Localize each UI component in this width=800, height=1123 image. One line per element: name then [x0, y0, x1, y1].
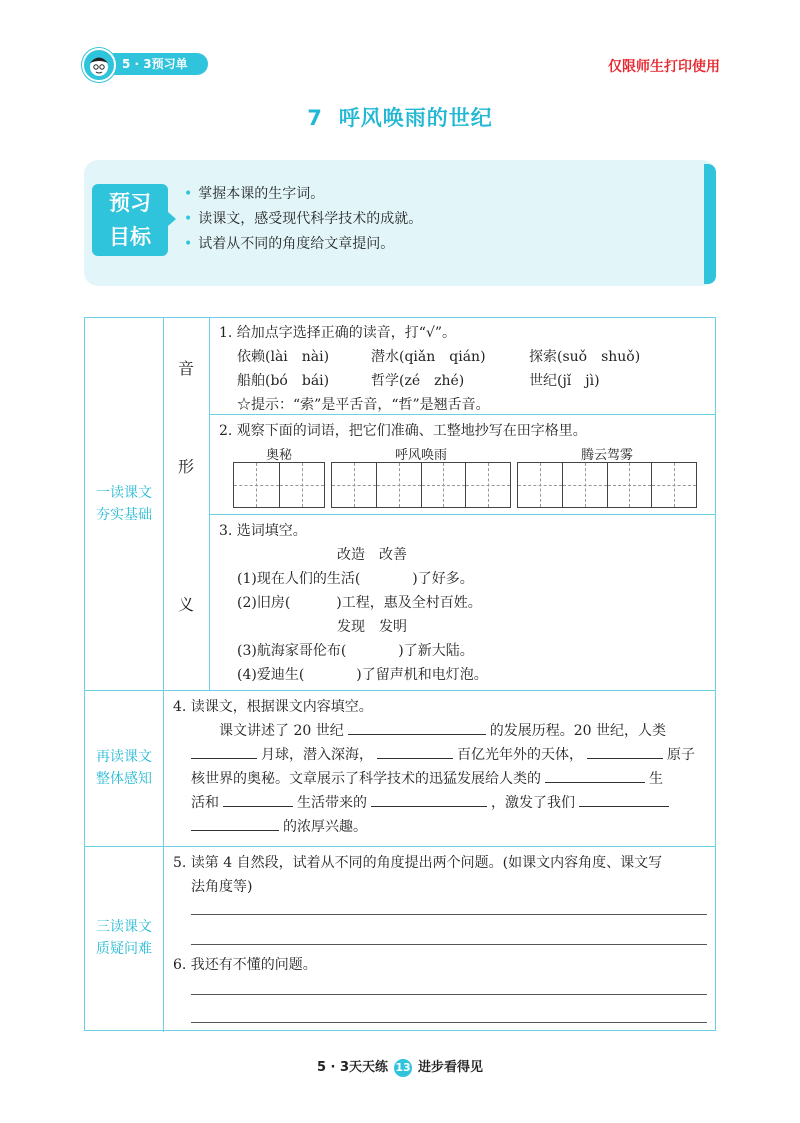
answer-blank[interactable] [371, 793, 487, 807]
q2-word: 呼风唤雨 [394, 448, 447, 463]
answer-blank[interactable] [545, 769, 645, 783]
q1-option[interactable]: 依赖(lài nài) [237, 349, 330, 365]
section-label-line: 整体感知 [96, 771, 152, 787]
objective-item: • 读课文，感受现代科学技术的成就。 [184, 207, 422, 232]
tianzige-grid[interactable] [233, 462, 325, 508]
sentence-part: 生 [649, 771, 663, 787]
sentence-part: 月球，潜入深海， [261, 747, 373, 763]
sentence-part: )工程，惠及全村百姓。 [336, 595, 482, 611]
q4-line [219, 720, 666, 740]
sentence-part: 原子 [667, 747, 695, 763]
answer-blank[interactable] [587, 745, 663, 759]
q1-option[interactable]: 潜水(qiǎn qián) [371, 349, 486, 365]
page-number: 13 [394, 1059, 412, 1077]
objectives-panel [84, 160, 716, 286]
tianzige-grid[interactable] [331, 462, 511, 508]
answer-line[interactable] [191, 1022, 707, 1023]
section-label-second [85, 746, 163, 790]
lesson-number: 7 [307, 106, 323, 130]
footer-left: 5 · 3天天练 [316, 1060, 389, 1075]
sub-label-form: 形 [177, 457, 194, 476]
objectives-label-line2: 目标 [109, 225, 151, 249]
answer-blank[interactable] [579, 793, 669, 807]
q4-line [191, 768, 663, 788]
worksheet-table [84, 317, 716, 1031]
objectives-arrow-icon [168, 212, 176, 226]
header-badge [82, 48, 212, 80]
row-divider [209, 514, 715, 515]
q1-option[interactable]: 探索(suǒ shuǒ) [529, 349, 641, 365]
sentence-part: 百亿光年外的天体， [457, 747, 583, 763]
section-label-line: 夯实基础 [96, 507, 152, 523]
section-label-first [85, 482, 163, 526]
sentence-part: (1)现在人们的生活( [237, 571, 361, 587]
objectives-label [92, 184, 168, 256]
q6-prompt: 6. 我还有不懂的问题。 [173, 957, 317, 973]
section-label-line: 三读课文 [96, 919, 152, 935]
objectives-label-line1: 预习 [109, 191, 151, 215]
mascot-avatar-icon [82, 48, 116, 82]
q1-prompt: 1. 给加点字选择正确的读音，打“√”。 [219, 325, 457, 341]
q4-line [191, 816, 367, 836]
sentence-part: 课文讲述了 20 世纪 [219, 723, 344, 739]
row-divider [85, 846, 715, 847]
answer-blank[interactable] [348, 721, 486, 735]
header-badge-label: 5 · 3预习单 [104, 53, 208, 75]
objectives-accent-bar [704, 164, 716, 284]
sentence-part: 核世界的奥秘。文章展示了科学技术的迅猛发展给人类的 [191, 771, 541, 787]
footer-right: 进步看得见 [418, 1060, 484, 1075]
sentence-part: )了好多。 [412, 571, 474, 587]
q5-prompt-line2: 法角度等) [191, 879, 253, 895]
answer-blank[interactable] [223, 793, 293, 807]
q4-line [191, 792, 669, 812]
row-divider [85, 690, 715, 691]
sentence-part: )了留声机和电灯泡。 [356, 667, 488, 683]
q3-sentence [237, 664, 488, 684]
sentence-part: ，激发了我们 [491, 795, 575, 811]
objectives-list [184, 182, 422, 257]
q4-line [191, 744, 695, 764]
q3-word-pair: 改造 改善 [337, 547, 407, 563]
answer-line[interactable] [191, 944, 707, 945]
section-label-line: 一读课文 [96, 485, 152, 501]
section-label-line: 再读课文 [96, 749, 152, 765]
q3-word-pair: 发现 发明 [337, 619, 407, 635]
sentence-part: (3)航海家哥伦布( [237, 643, 347, 659]
answer-line[interactable] [191, 994, 707, 995]
answer-blank[interactable] [377, 745, 453, 759]
sub-label-sound: 音 [177, 359, 194, 378]
q2-prompt: 2. 观察下面的词语，把它们准确、工整地抄写在田字格里。 [219, 423, 587, 439]
page-title [0, 102, 800, 132]
sentence-part: (2)旧房( [237, 595, 291, 611]
q5-prompt-line1: 5. 读第 4 自然段，试着从不同的角度提出两个问题。(如课文内容角度、课文写 [173, 855, 663, 871]
q3-prompt: 3. 选词填空。 [219, 523, 307, 539]
objective-item: • 掌握本课的生字词。 [184, 182, 422, 207]
row-divider [209, 414, 715, 415]
sentence-part: 活和 [191, 795, 219, 811]
answer-blank[interactable] [191, 817, 279, 831]
page-footer [0, 1056, 800, 1077]
q3-sentence [237, 640, 474, 660]
sentence-part: 的浓厚兴趣。 [283, 819, 367, 835]
sentence-part: )了新大陆。 [398, 643, 474, 659]
q3-sentence [237, 568, 474, 588]
column-divider [163, 318, 164, 1032]
q1-option[interactable]: 船舶(bó bái) [237, 373, 330, 389]
sub-label-meaning: 义 [177, 595, 194, 614]
q2-word: 奥秘 [265, 448, 292, 463]
answer-blank[interactable] [191, 745, 257, 759]
column-divider [209, 318, 210, 690]
sentence-part: (4)爱迪生( [237, 667, 305, 683]
q1-option[interactable]: 哲学(zé zhé) [371, 373, 465, 389]
print-notice: 仅限师生打印使用 [608, 59, 720, 75]
sentence-part: 生活带来的 [297, 795, 367, 811]
q3-sentence [237, 592, 482, 612]
tianzige-grid[interactable] [517, 462, 697, 508]
section-label-line: 质疑问难 [96, 941, 152, 957]
section-label-third [85, 916, 163, 960]
q2-word: 腾云驾雾 [580, 448, 633, 463]
q4-prompt: 4. 读课文，根据课文内容填空。 [173, 699, 373, 715]
lesson-title: 呼风唤雨的世纪 [338, 106, 493, 130]
q1-hint: ☆提示：“索”是平舌音，“哲”是翘舌音。 [237, 397, 490, 413]
answer-line[interactable] [191, 914, 707, 915]
objective-item: • 试着从不同的角度给文章提问。 [184, 232, 422, 257]
q1-option[interactable]: 世纪(jǐ jì) [529, 373, 600, 389]
sentence-part: 的发展历程。20 世纪，人类 [489, 723, 666, 739]
